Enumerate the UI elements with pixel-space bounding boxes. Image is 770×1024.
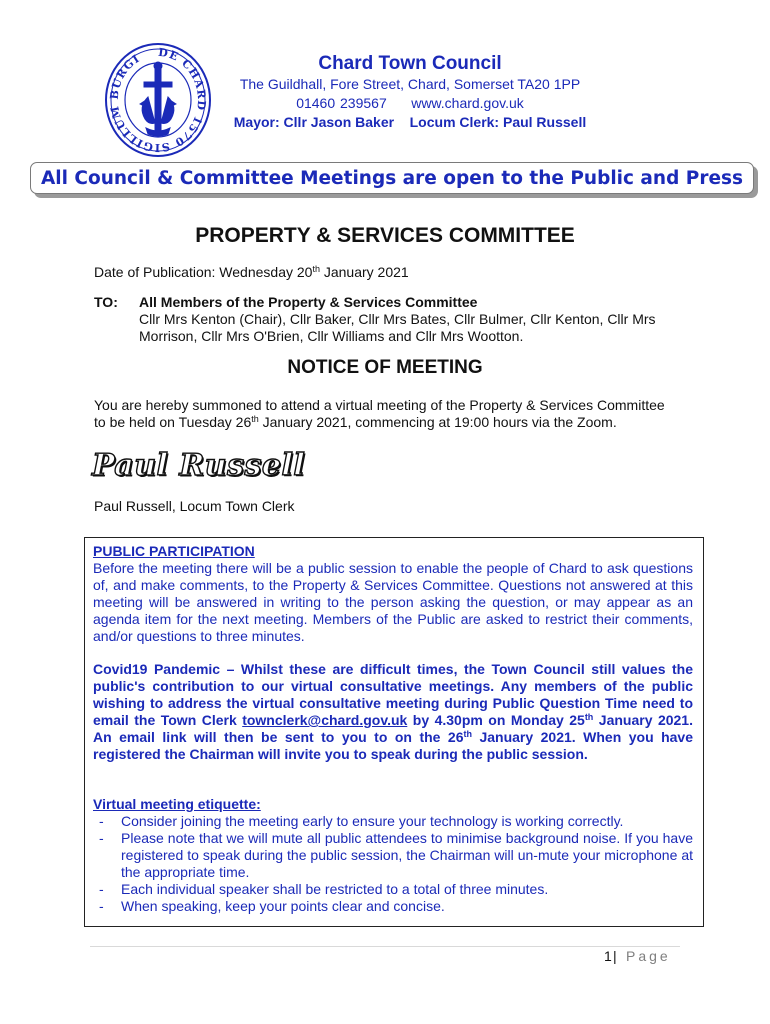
bullet-dash: -	[99, 881, 104, 897]
etiquette-item	[93, 830, 693, 881]
council-address: The Guildhall, Fore Street, Chard, Somerset TA20 1PP	[239, 76, 581, 92]
etiquette-item	[93, 881, 693, 898]
summons-text: You are hereby summoned to attend a virtual meeting of the Property & Services Committee to be held on Tuesday 26	[94, 397, 665, 430]
page-label: Page	[626, 948, 671, 964]
etiquette-list	[93, 813, 693, 915]
covid-notice	[93, 661, 693, 763]
council-contact	[212, 95, 608, 111]
bullet-dash: -	[99, 830, 104, 846]
publication-date-month: January 2021	[319, 264, 409, 280]
council-officers	[212, 114, 608, 130]
covid-date-suffix-1: th	[584, 712, 594, 722]
covid-text-1: Covid19 Pandemic – Whilst these are difficult times, the Town Council still values the public's contribution to our virtual consultative meetings. Any members of the public wishing to address the virtual consultative meeting during Public Question Time need to email the Town Clerk	[93, 661, 693, 728]
public-participation-text: Before the meeting there will be a public session to enable the people of Chard to ask questions of, and make comments, to the Property & Services Committee. Questions not answered at this meeting will be answered in writing to the person asking the question, or may appear as an agenda item for the next meeting. Members of the Public are asked to restrict their comments, and/or questions to three minutes.	[93, 560, 693, 644]
footer-divider	[90, 946, 680, 947]
summons-time: January 2021, commencing at 19:00 hours via the Zoom.	[258, 414, 617, 430]
council-name: Chard Town Council	[318, 53, 502, 74]
covid-date-suffix-2: th	[463, 729, 472, 739]
publication-date-text: Date of Publication: Wednesday 20	[94, 264, 313, 280]
recipients-heading: All Members of the Property & Services Committee	[139, 294, 478, 310]
clerk-name: Locum Clerk: Paul Russell	[409, 114, 587, 130]
council-seal-logo	[104, 42, 212, 158]
etiquette-item-text: When speaking, keep your points clear and concise.	[121, 898, 445, 914]
etiquette-item	[93, 898, 693, 915]
notice-title: NOTICE OF MEETING	[287, 357, 483, 378]
committee-title: PROPERTY & SERVICES COMMITTEE	[195, 224, 575, 247]
covid-text-3: January 2021. An email link will then be sent to you to on the 26	[93, 712, 693, 745]
recipients-list: Cllr Mrs Kenton (Chair), Cllr Baker, Cllr Mrs Bates, Cllr Bulmer, Cllr Kenton, Cllr Mrs Morrison, Cllr Mrs O'Brien, Cllr Williams and Cllr Mrs Wootton.	[139, 311, 656, 344]
public-notice-banner-text: All Council & Committee Meetings are open to the Public and Press	[40, 168, 744, 189]
to-label: TO:	[94, 294, 118, 310]
public-participation-title: PUBLIC PARTICIPATION	[93, 543, 255, 559]
publication-date-suffix: th	[312, 264, 320, 274]
council-phone: 01460 239567	[296, 95, 387, 111]
covid-text-2: by 4.30pm on Monday 25	[407, 712, 585, 728]
bullet-dash: -	[99, 813, 104, 829]
town-clerk-email-link[interactable]: townclerk@chard.gov.uk	[242, 712, 408, 728]
page-number: 1	[604, 948, 612, 964]
etiquette-title: Virtual meeting etiquette:	[93, 796, 261, 812]
clerk-signature: Paul Russell	[92, 448, 306, 483]
publication-date	[94, 264, 409, 280]
summons-date-suffix: th	[251, 414, 259, 424]
svg-text:DE CHARD 1570 SIGILLUM BURGI: DE CHARD 1570 SIGILLUM BURGI	[107, 45, 209, 155]
bullet-dash: -	[99, 898, 104, 914]
page-separator: |	[613, 948, 617, 964]
council-website[interactable]: www.chard.gov.uk	[411, 95, 524, 111]
meeting-summons	[94, 397, 674, 431]
etiquette-item-text: Please note that we will mute all public attendees to minimise background noise. If you have registered to speak during the public session, the Chairman will un-mute your microphone at the appropriate time.	[121, 830, 693, 880]
covid-text-4: January 2021. When you have registered the Chairman will invite you to speak during the public session.	[93, 729, 694, 762]
signatory-name: Paul Russell, Locum Town Clerk	[94, 498, 295, 514]
etiquette-item-text: Each individual speaker shall be restricted to a total of three minutes.	[121, 881, 549, 897]
etiquette-item	[93, 813, 693, 830]
mayor-name: Mayor: Cllr Jason Baker	[233, 114, 395, 130]
etiquette-item-text: Consider joining the meeting early to ensure your technology is working correctly.	[121, 813, 624, 829]
